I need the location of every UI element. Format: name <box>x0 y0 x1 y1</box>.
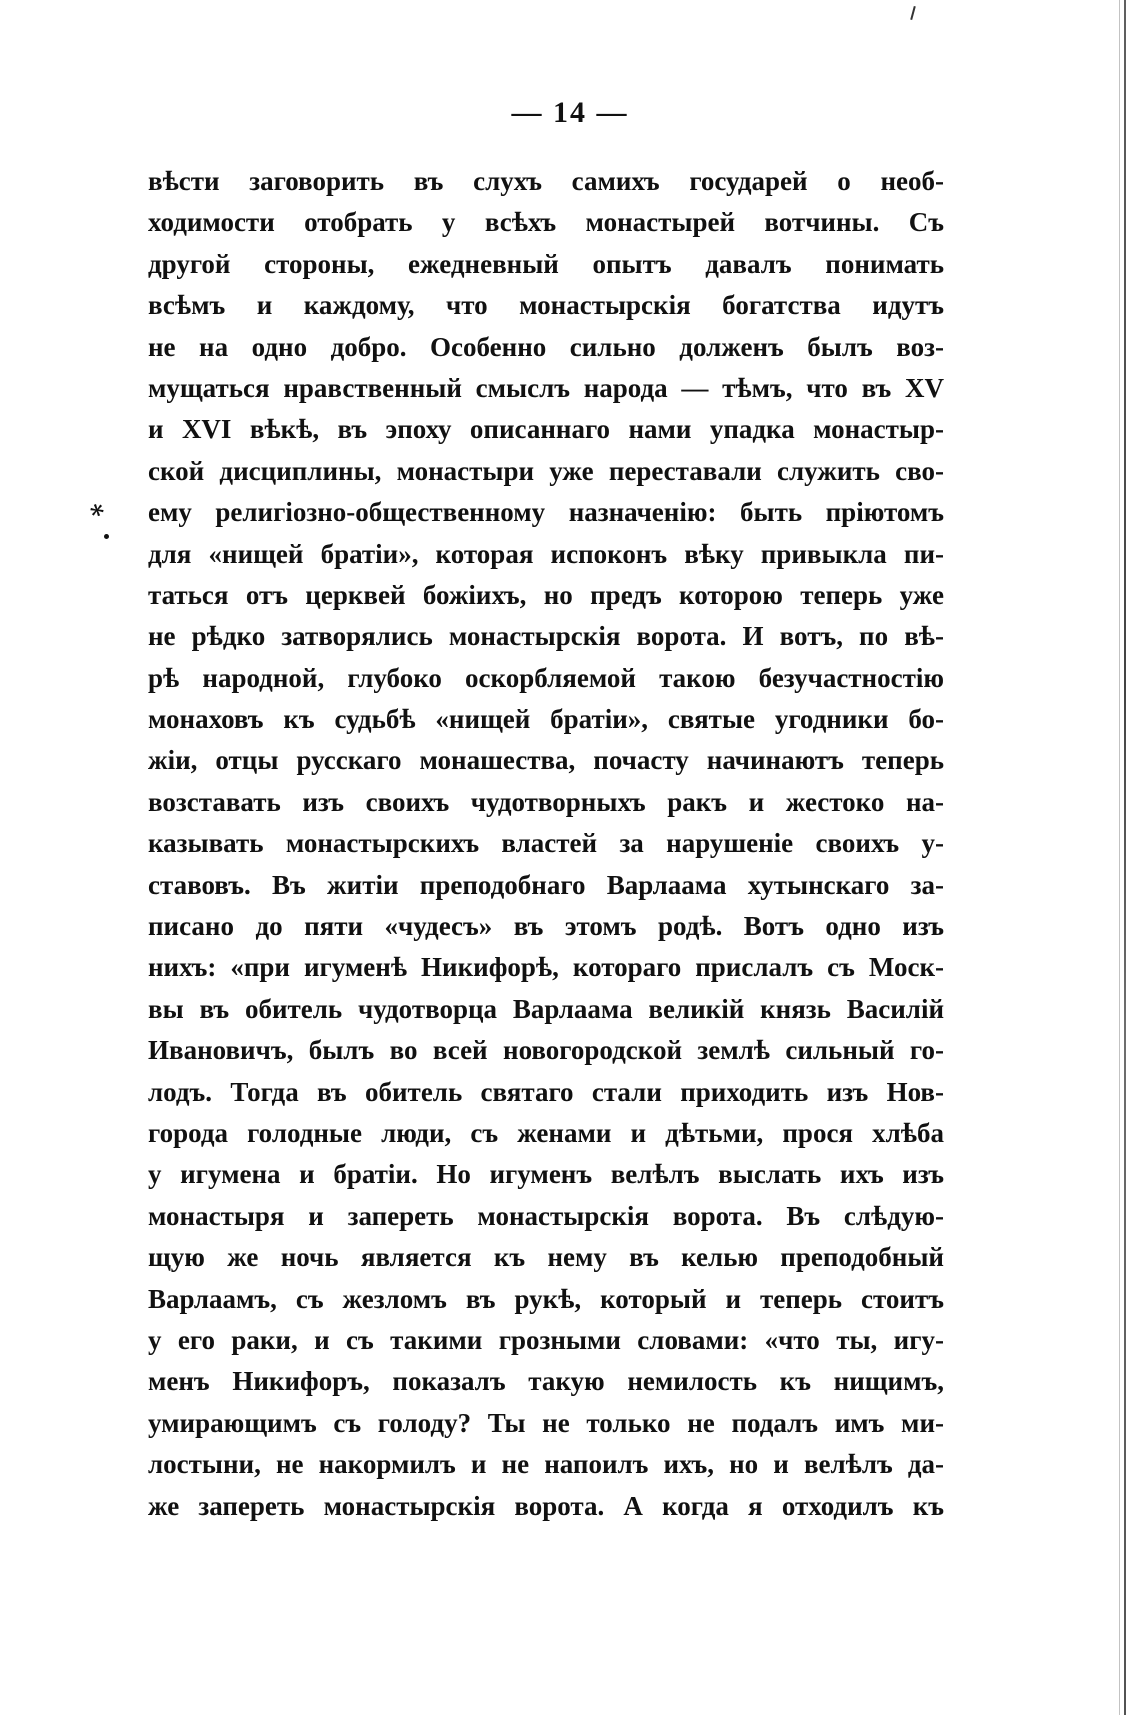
text-line: и XVI вѣкѣ, въ эпоху описаннаго нами упадка монастыр- <box>148 414 944 445</box>
text-line: умирающимъ съ голоду? Ты не только не подалъ имъ ми- <box>148 1407 944 1438</box>
text-line: другой стороны, ежедневный опытъ давалъ понимать <box>148 248 944 279</box>
text-line: лостыни, не накормилъ и не напоилъ ихъ, но и велѣлъ да- <box>148 1449 944 1480</box>
scan-edge <box>1124 0 1126 1715</box>
text-line: всѣмъ и каждому, что монастырскія богатства идутъ <box>148 290 944 321</box>
scan-edge-line <box>1119 0 1120 1715</box>
text-line: монаховъ къ судьбѣ «нищей братіи», святые угодники бо- <box>148 704 944 735</box>
text-line: нихъ: «при игуменѣ Никифорѣ, котораго прислалъ съ Моск- <box>148 952 944 983</box>
text-line: писано до пяти «чудесъ» въ этомъ родѣ. Вотъ одно изъ <box>148 911 944 942</box>
text-line: лодъ. Тогда въ обитель святаго стали приходить изъ Нов- <box>148 1076 944 1107</box>
page-number: — 14 — <box>511 96 629 129</box>
text-line: монастыря и запереть монастырскія ворота. Въ слѣдую- <box>148 1200 944 1231</box>
body-text <box>148 162 944 1528</box>
text-line: у игумена и братіи. Но игуменъ велѣлъ выслать ихъ изъ <box>148 1159 944 1190</box>
scan-mark <box>910 6 916 20</box>
text-line: возставать изъ своихъ чудотворныхъ ракъ и жестоко на- <box>148 786 944 817</box>
text-line: щую же ночь является къ нему въ келью преподобный <box>148 1242 944 1273</box>
text-line: Ивановичъ, былъ во всей новогородской землѣ сильный го- <box>148 1035 944 1066</box>
text-line: вы въ обитель чудотворца Варлаама великій князь Василій <box>148 993 944 1024</box>
text-line: менъ Никифоръ, показалъ такую немилость къ нищимъ, <box>148 1366 944 1397</box>
text-line: ставовъ. Въ житіи преподобнаго Варлаама хутынскаго за- <box>148 869 944 900</box>
text-line: не рѣдко затворялись монастырскія ворота. И вотъ, по вѣ- <box>148 621 944 652</box>
text-line: ходимости отобрать у всѣхъ монастырей вотчины. Съ <box>148 207 944 238</box>
text-line: у его раки, и съ такими грозными словами: «что ты, игу- <box>148 1324 944 1355</box>
margin-annotation-dot <box>104 534 109 539</box>
text-line: ской дисциплины, монастыри уже переставали служить сво- <box>148 455 944 486</box>
text-line: таться отъ церквей божіихъ, но предъ которою теперь уже <box>148 579 944 610</box>
text-line: казывать монастырскихъ властей за нарушеніе своихъ у- <box>148 828 944 859</box>
text-line: рѣ народной, глубоко оскорбляемой такою безучастностію <box>148 662 944 693</box>
text-line: ему религіозно-общественному назначенію: быть пріютомъ <box>148 497 944 528</box>
text-line: вѣсти заговорить въ слухъ самихъ государей о необ- <box>148 166 944 196</box>
text-line: не на одно добро. Особенно сильно долженъ былъ воз- <box>148 331 944 362</box>
text-line: Варлаамъ, съ жезломъ въ рукѣ, который и теперь стоитъ <box>148 1283 944 1314</box>
text-line: мущаться нравственный смыслъ народа — тѣмъ, что въ XV <box>148 372 944 403</box>
text-line: для «нищей братіи», которая испоконъ вѣку привыкла пи- <box>148 538 944 569</box>
margin-annotation-mark: * <box>87 498 111 532</box>
text-line: жіи, отцы русскаго монашества, почасту начинаютъ теперь <box>148 745 944 776</box>
text-line: же запереть монастырскія ворота. А когда я отходилъ къ <box>148 1490 944 1521</box>
text-line: города голодные люди, съ женами и дѣтьми, прося хлѣба <box>148 1117 944 1148</box>
